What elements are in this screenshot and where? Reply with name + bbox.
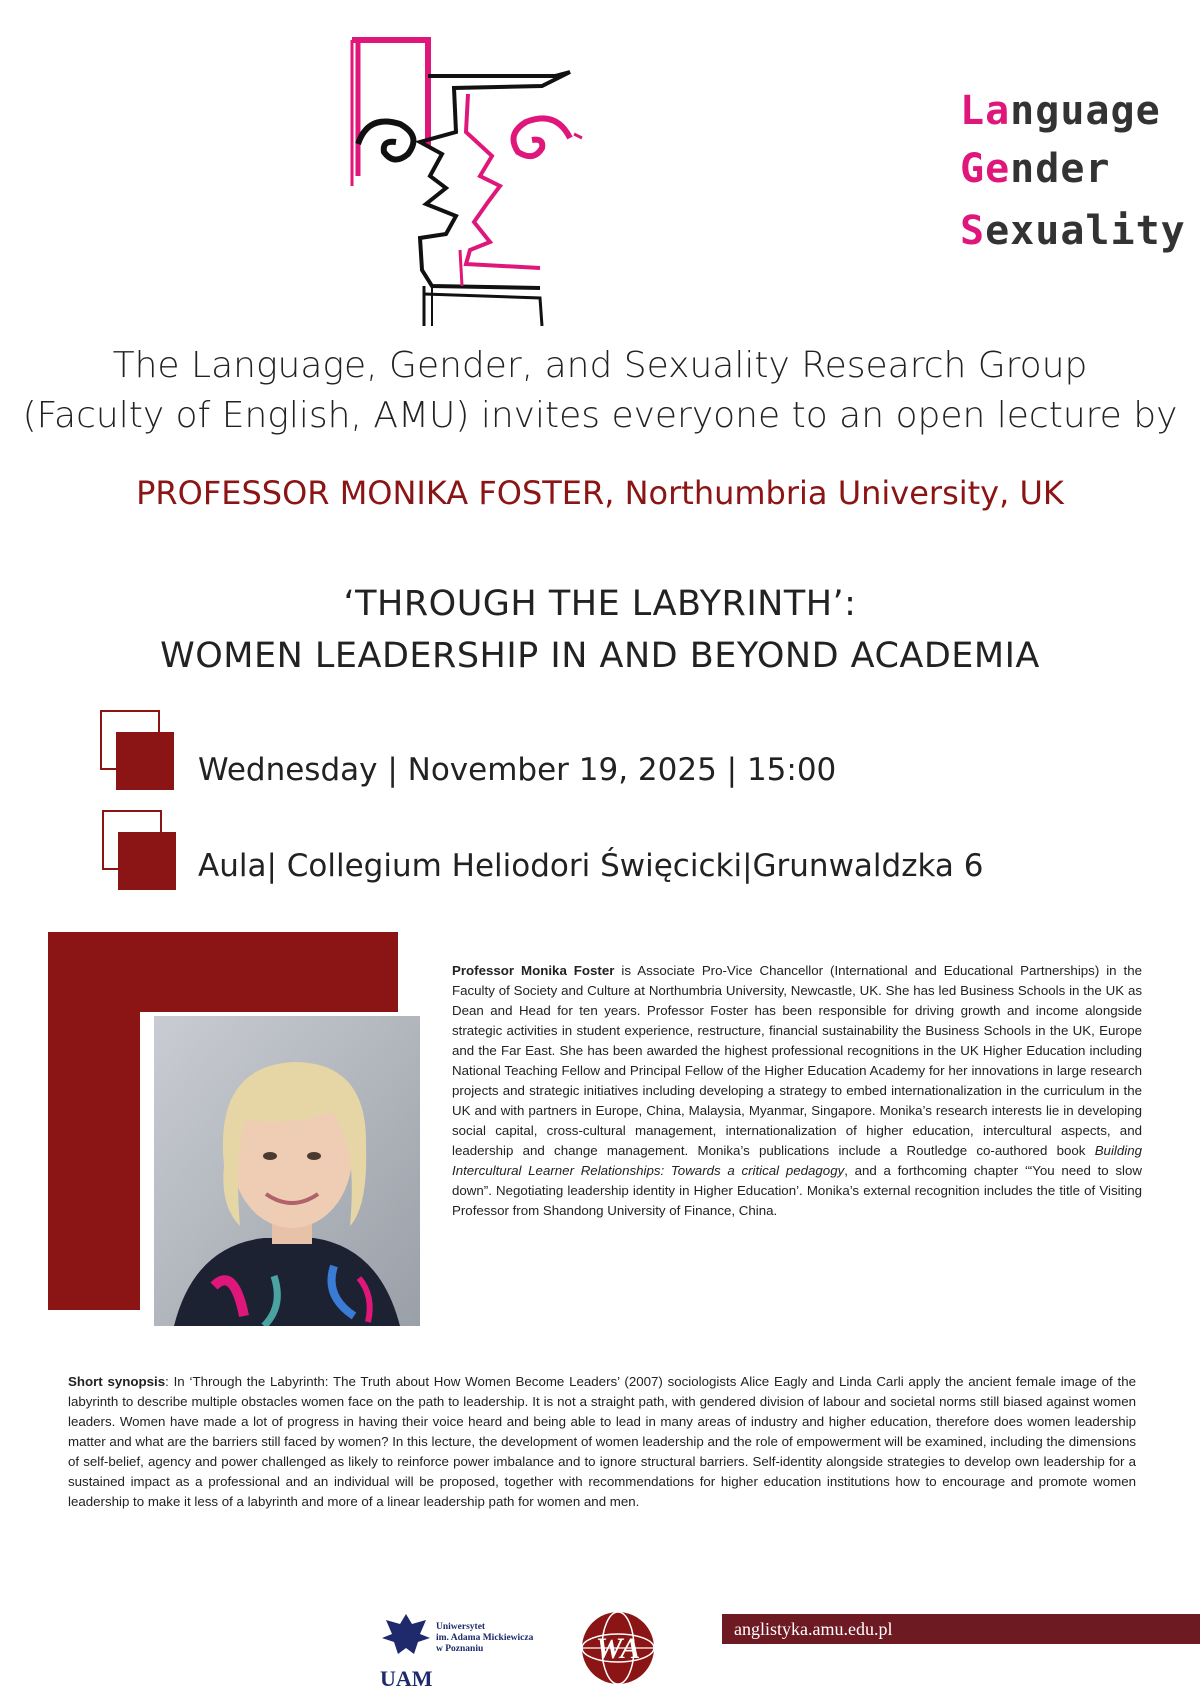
lecture-title-line-1: ‘THROUGH THE LABYRINTH’: (343, 584, 857, 624)
bio-text-part1: is Associate Pro-Vice Chancellor (International and Educational Partnerships) in the Faculty of Society and Culture at Northumbria University, Newcastle, UK. She has led Business Schools in the UK as Dean and Head for ten years. Professor Foster has been responsible for driving growth and income alongside strategic activities in student experience, restructure, financial sustainability the Business Schools in the UK, Europe and the Far East. She has been awarded the highest professional recognitions in the UK Higher Education including National Teaching Fellow and Principal Fellow of the Higher Education Academy for her innovations in large research projects and strategic initiatives including developing a strategy to embed internationalization in the curriculum in the UK and with partners in Europe, China, Malaysia, Myanmar, Singapore. Monika’s research interests lie in developing social capital, cross-cultural management, internationalization of higher education, intercultural aspects, and leadership and change management. Monika’s publications include a Routledge co-authored book (452, 963, 1142, 1158)
synopsis-label: Short synopsis (68, 1374, 166, 1389)
speaker-name: PROFESSOR MONIKA FOSTER, Northumbria University, UK (136, 474, 1064, 512)
research-group-logo (350, 36, 1186, 330)
globe-wa-icon (578, 1608, 658, 1688)
logo-word-sexuality: Sexuality (960, 208, 1186, 254)
eagle-crest-icon (378, 1610, 434, 1666)
faces-logo-icon (350, 36, 600, 326)
uam-line-1: Uniwersytet (436, 1622, 486, 1632)
synopsis-text: : In ‘Through the Labyrinth: The Truth about How Women Become Leaders’ (2007) sociologists Alice Eagly and Linda Carli apply the ancient female image of the labyrinth to describe multiple obstacles women face on the path to leadership. It is not a straight path, with gendered division of labour and societal norms still biased against women leaders. Women have made a lot of progress in having their voice heard and being able to lead in many areas of industry and higher education, therefore does women leadership matter and what are the barriers still faced by women? In this lecture, the development of women leadership and the role of empowerment will be examined, including the dimensions of self-belief, agency and power challenged as likely to reinforce power imbalance and to ignore structural barriers. Self-identity alongside strategies to develop own leadership for a sustained impact as a professional and an individual will be proposed, together with recommendations for higher education institutions how to encourage and promote women leadership to make it less of a labyrinth and more of a linear leadership path for women and men. (68, 1374, 1136, 1509)
uam-name (436, 1622, 566, 1655)
intro-line-1: The Language, Gender, and Sexuality Research Group (112, 345, 1088, 386)
logo-word-language: Language (960, 88, 1161, 134)
event-location: Aula| Collegium Heliodori Święcicki|Grunwaldzka 6 (198, 848, 984, 884)
uam-mark: UAM (380, 1666, 433, 1691)
bio-name: Professor Monika Foster (452, 963, 615, 978)
bio-text-part2: , and a forthcoming chapter ‘“You need to slow down”. Negotiating leadership identity in Higher Education’. Monika’s external recognition includes the title of Visiting Professor from Shandong University of Finance, China. (452, 1163, 1142, 1218)
bio-book-title: Building Intercultural Learner Relationships: Towards a critical pedagogy (452, 1143, 1142, 1178)
uam-logo (378, 1610, 534, 1691)
website-bar[interactable] (722, 1614, 1200, 1644)
website-link[interactable]: anglistyka.amu.edu.pl (734, 1619, 893, 1639)
speaker-portrait-icon (154, 1016, 420, 1326)
lecture-title (0, 578, 1200, 682)
lecture-synopsis (68, 1372, 1136, 1512)
uam-line-3: w Poznaniu (436, 1644, 484, 1654)
uam-line-2: im. Adama Mickiewicza (436, 1633, 534, 1643)
date-square-icon (100, 710, 180, 790)
logo-word-gender: Gender (960, 146, 1111, 192)
speaker-bio (452, 961, 1142, 1221)
wa-mark: WA (595, 1632, 641, 1665)
speaker-photo (154, 1016, 420, 1326)
lecture-title-line-2: WOMEN LEADERSHIP IN AND BEYOND ACADEMIA (160, 636, 1040, 676)
intro-line-2: (Faculty of English, AMU) invites everyone to an open lecture by (22, 395, 1178, 436)
wa-logo (578, 1608, 658, 1692)
event-datetime: Wednesday | November 19, 2025 | 15:00 (198, 752, 837, 788)
location-square-icon (102, 810, 182, 890)
